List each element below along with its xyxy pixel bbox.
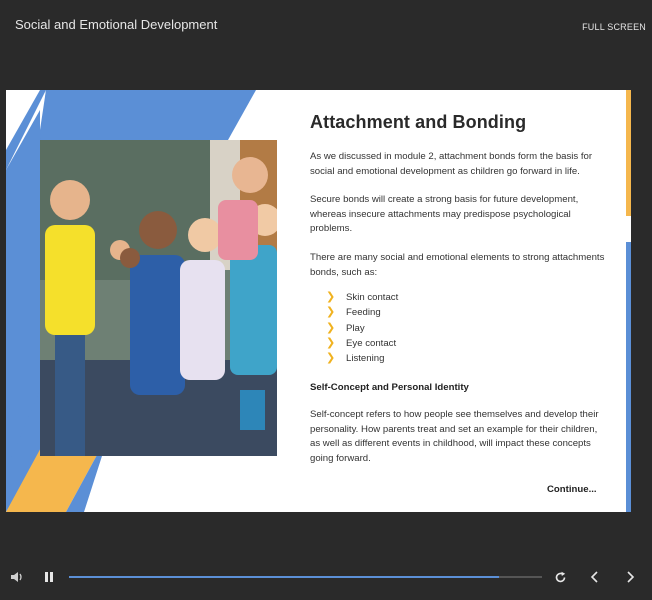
list-item (326, 321, 610, 336)
paragraph-4: Self-concept refers to how people see themselves and develop their personality. How parents treat and set an example for their children, as well as different events in childhood, will impact these concepts going forward. (310, 409, 599, 464)
slide-content (310, 112, 610, 481)
top-bar (0, 0, 652, 52)
chevron-right-icon: ❯ (326, 336, 336, 349)
fullscreen-button[interactable]: FULL SCREEN (582, 22, 646, 32)
course-title: Social and Emotional Development (15, 17, 218, 32)
volume-icon[interactable] (6, 560, 28, 594)
paragraph-1: As we discussed in module 2, attachment bonds form the basis for social and emotional development as children go forward in life. (310, 151, 593, 177)
paragraph-2: Secure bonds will create a strong basis for future development, whereas insecure attachments may predispose psychological problems. (310, 194, 579, 235)
slide (6, 90, 631, 512)
list-item (326, 305, 610, 320)
replay-icon[interactable] (550, 560, 570, 594)
bullet-list (310, 290, 610, 366)
accent-bar-blue (626, 242, 631, 512)
player-controls (0, 560, 652, 596)
chevron-right-icon: ❯ (326, 321, 336, 334)
list-item (326, 351, 610, 366)
list-item (326, 336, 610, 351)
accent-bar-orange (626, 90, 631, 216)
slide-heading: Attachment and Bonding (310, 112, 527, 132)
list-item-label: Eye contact (346, 337, 397, 349)
chevron-left-icon[interactable] (585, 560, 605, 594)
list-item (326, 290, 610, 305)
paragraph-3: There are many social and emotional elements to strong attachments bonds, such as: (310, 251, 605, 278)
children-waving-photo (40, 140, 277, 456)
list-item-label: Skin contact (346, 292, 399, 304)
progress-fill (69, 576, 499, 578)
chevron-right-icon: ❯ (326, 306, 336, 319)
continue-link[interactable]: Continue... (547, 484, 597, 495)
list-item-label: Feeding (346, 307, 381, 319)
pause-icon[interactable] (40, 560, 58, 594)
chevron-right-icon: ❯ (326, 291, 336, 304)
list-item-label: Play (346, 322, 365, 334)
subheading: Self-Concept and Personal Identity (310, 382, 469, 394)
list-item-label: Listening (346, 352, 385, 364)
chevron-right-icon: ❯ (326, 351, 336, 364)
progress-bar[interactable] (69, 576, 542, 578)
chevron-right-icon[interactable] (620, 560, 640, 594)
